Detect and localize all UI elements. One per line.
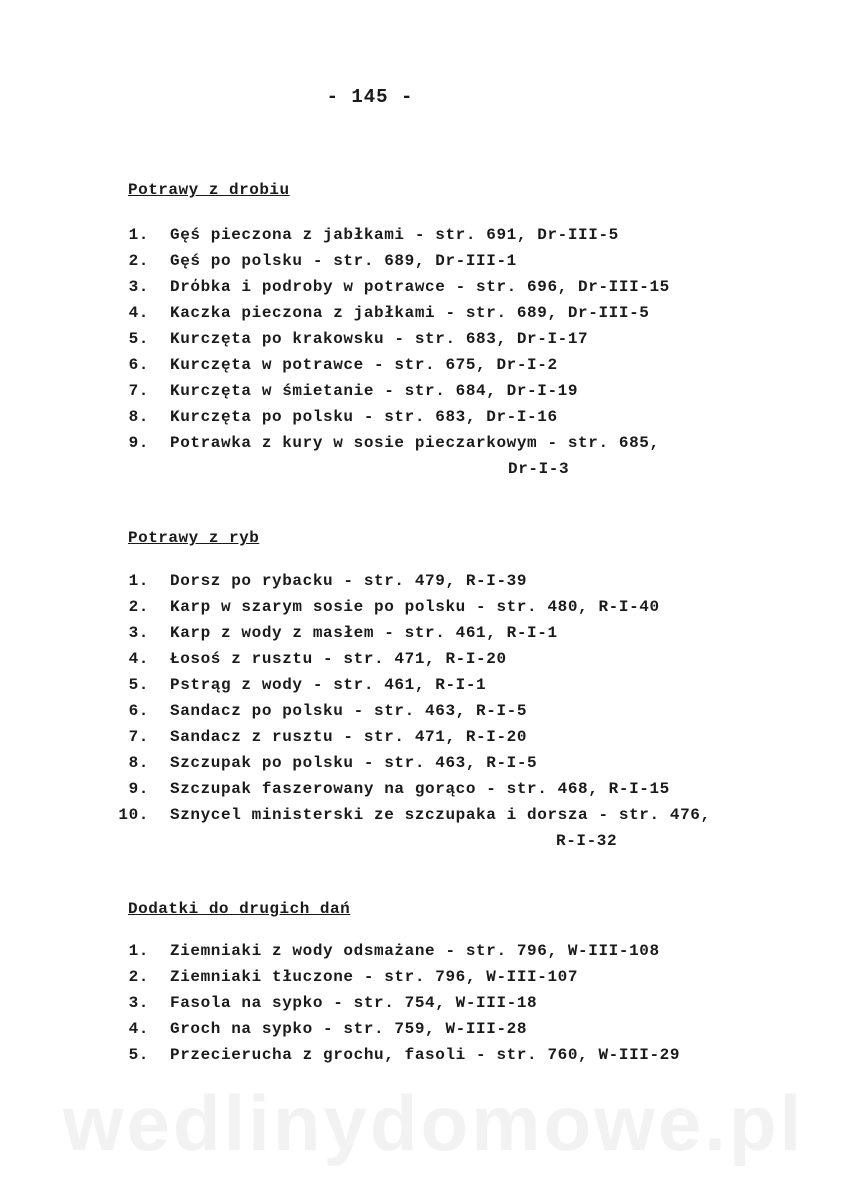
list-item	[0, 382, 867, 408]
list-item	[0, 624, 867, 650]
page-number: - 145 -	[326, 86, 414, 108]
item-number: 4.	[128, 304, 149, 322]
item-text: Drόbka i podroby w potrawce - str. 696, Dr-III-15	[170, 278, 670, 296]
list-item	[0, 598, 867, 624]
item-text: Kaczka pieczona z jabłkami - str. 689, Dr-III-5	[170, 304, 650, 322]
item-text: Groch na sypko - str. 759, W-III-28	[170, 1020, 528, 1038]
item-text: Gęś po polsku - str. 689, Dr-III-1	[170, 252, 517, 270]
list-item	[0, 226, 867, 252]
item-text: Kurczęta w potrawce - str. 675, Dr-I-2	[170, 356, 558, 374]
item-number: 9.	[128, 780, 149, 798]
section-heading-side-dishes: Dodatki do drugich dań	[128, 900, 351, 918]
item-text: Kurczęta po polsku - str. 683, Dr-I-16	[170, 408, 558, 426]
item-number: 5.	[128, 330, 149, 348]
item-text: Ziemniaki z wody odsmażane - str. 796, W-III-108	[170, 942, 660, 960]
section-heading-fish: Potrawy z ryb	[128, 529, 260, 547]
item-number: 7.	[128, 728, 149, 746]
item-number: 2.	[128, 252, 149, 270]
item-text: Gęś pieczona z jabłkami - str. 691, Dr-III-5	[170, 226, 619, 244]
item-number: 3.	[128, 278, 149, 296]
item-text: Łosoś z rusztu - str. 471, R-I-20	[170, 650, 507, 668]
list-item	[0, 1046, 867, 1072]
item-number: 8.	[128, 754, 149, 772]
list-item	[0, 754, 867, 780]
item-number: 1.	[128, 942, 149, 960]
item-number: 6.	[128, 356, 149, 374]
item-number: 3.	[128, 624, 149, 642]
item-number: 4.	[128, 650, 149, 668]
item-continuation: R-I-32	[556, 832, 618, 850]
list-item	[0, 356, 867, 382]
item-text: Sandacz z rusztu - str. 471, R-I-20	[170, 728, 528, 746]
item-number: 5.	[128, 676, 149, 694]
item-text: Przecierucha z grochu, fasoli - str. 760, W-III-29	[170, 1046, 681, 1064]
section-heading-poultry: Potrawy z drobiu	[128, 181, 290, 199]
item-text: Pstrąg z wody - str. 461, R-I-1	[170, 676, 487, 694]
list-item	[0, 780, 867, 806]
item-number: 9.	[128, 434, 149, 452]
list-item	[0, 408, 867, 434]
item-text: Ziemniaki tłuczone - str. 796, W-III-107	[170, 968, 579, 986]
item-number: 2.	[128, 598, 149, 616]
item-number: 1.	[128, 572, 149, 590]
item-text: Szczupak faszerowany na gorąco - str. 468, R-I-15	[170, 780, 670, 798]
list-item	[0, 304, 867, 330]
item-continuation: Dr-I-3	[508, 460, 570, 478]
item-text: Fasola na sypko - str. 754, W-III-18	[170, 994, 538, 1012]
item-text: Szczupak po polsku - str. 463, R-I-5	[170, 754, 538, 772]
item-text: Karp w szarym sosie po polsku - str. 480, R-I-40	[170, 598, 660, 616]
item-number: 8.	[128, 408, 149, 426]
list-item	[0, 330, 867, 356]
list-item	[0, 278, 867, 304]
item-text: Sandacz po polsku - str. 463, R-I-5	[170, 702, 528, 720]
item-number: 1.	[128, 226, 149, 244]
list-item	[0, 728, 867, 754]
item-number: 2.	[128, 968, 149, 986]
item-number: 5.	[128, 1046, 149, 1064]
list-item	[0, 806, 867, 832]
item-number: 3.	[128, 994, 149, 1012]
list-item	[0, 572, 867, 598]
item-number: 10.	[118, 806, 149, 824]
item-text: Karp z wody z masłem - str. 461, R-I-1	[170, 624, 558, 642]
list-item	[0, 942, 867, 968]
list-item	[0, 968, 867, 994]
item-number: 7.	[128, 382, 149, 400]
list-item	[0, 434, 867, 460]
list-item	[0, 702, 867, 728]
list-item	[0, 676, 867, 702]
item-text: Kurczęta po krakowsku - str. 683, Dr-I-17	[170, 330, 589, 348]
item-number: 4.	[128, 1020, 149, 1038]
list-item	[0, 252, 867, 278]
list-item	[0, 650, 867, 676]
item-text: Sznycel ministerski ze szczupaka i dorsza - str. 476,	[170, 806, 711, 824]
watermark: wedlinydomowe.pl	[62, 1079, 805, 1167]
item-text: Potrawka z kury w sosie pieczarkowym - str. 685,	[170, 434, 660, 452]
item-number: 6.	[128, 702, 149, 720]
item-text: Kurczęta w śmietanie - str. 684, Dr-I-19	[170, 382, 579, 400]
list-item	[0, 994, 867, 1020]
item-text: Dorsz po rybacku - str. 479, R-I-39	[170, 572, 528, 590]
list-item	[0, 1020, 867, 1046]
